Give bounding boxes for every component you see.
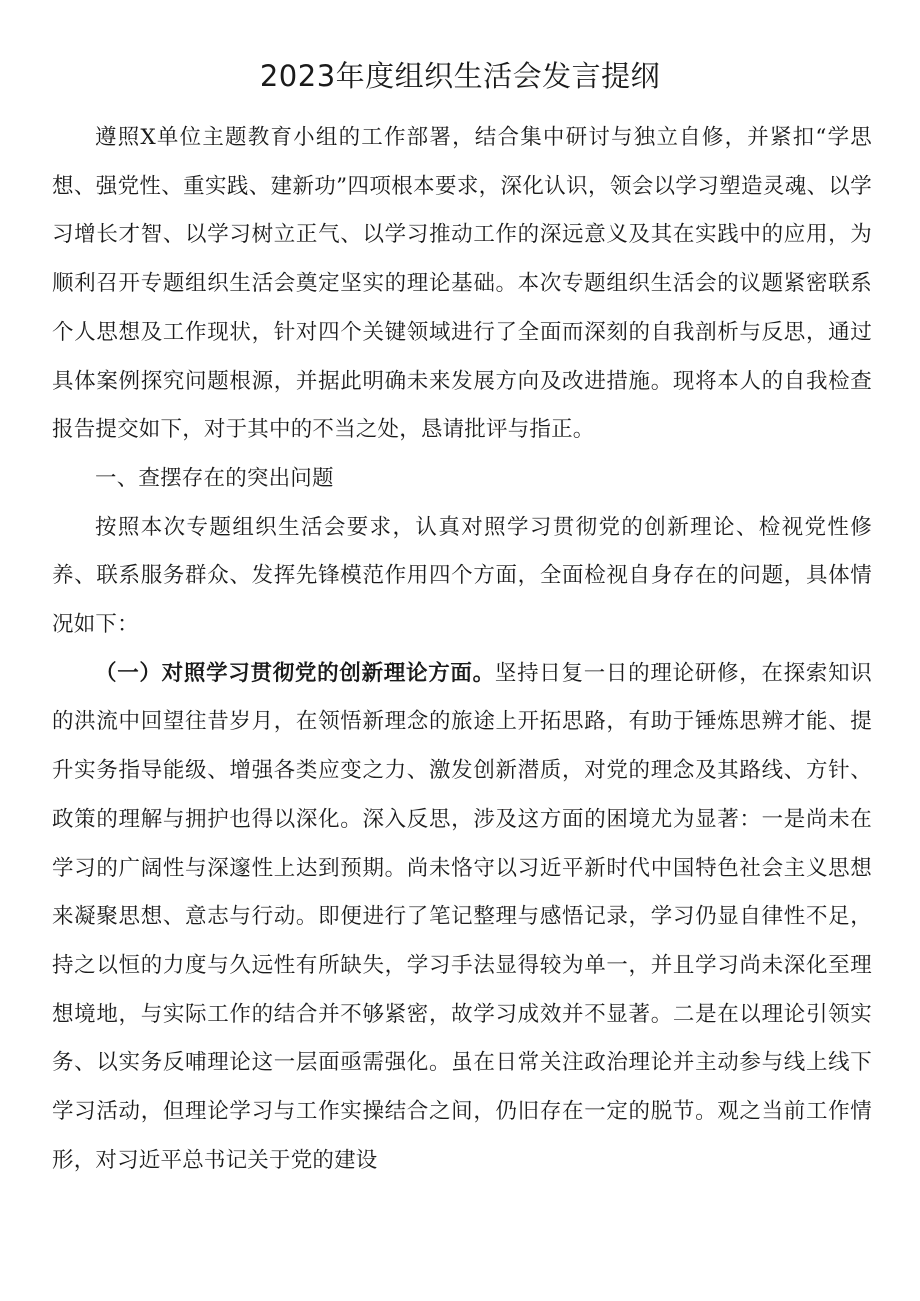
document-body [52, 114, 872, 1185]
section-heading: 一、查摆存在的突出问题 [95, 465, 334, 491]
intro-paragraph: 遵照X单位主题教育小组的工作部署，结合集中研讨与独立自修，并紧扣“学思想、强党性、重实践、建新功”四项根本要求，深化认识，领会以学习塑造灵魂、以学习增长才智、以学习树立正气、以学习推动工作的深远意义及其在实践中的应用，为顺利召开专题组织生活会奠定坚实的理论基础。本次专题组织生活会的议题紧密联系个人思想及工作现状，针对四个关键领域进行了全面而深刻的自我剖析与反思，通过具体案例探究问题根源，并据此明确未来发展方向及改进措施。现将本人的自我检查报告提交如下，对于其中的不当之处，恳请批评与指正。 [52, 125, 872, 443]
subsection-text: 坚持日复一日的理论研修，在探索知识的洪流中回望往昔岁月，在领悟新理念的旅途上开拓思路，有助于锤炼思辨才能、提升实务指导能级、增强各类应变之力、激发创新潜质，对党的理念及其路线、方针、政策的理解与拥护也得以深化。深入反思，涉及这方面的困境尤为显著：一是尚未在学习的广阔性与深邃性上达到预期。尚未恪守以习近平新时代中国特色社会主义思想来凝聚思想、意志与行动。即便进行了笔记整理与感悟记录，学习仍显自律性不足，持之以恒的力度与久远性有所缺失，学习手法显得较为单一，并且学习尚未深化至理想境地，与实际工作的结合并不够紧密，故学习成效并不显著。二是在以理论引领实务、以实务反哺理论这一层面亟需强化。虽在日常关注政治理论并主动参与线上线下学习活动，但理论学习与工作实操结合之间，仍旧存在一定的脱节。观之当前工作情形，对习近平总书记关于党的建设 [52, 660, 872, 1173]
subsection-heading: （一）对照学习贯彻党的创新理论方面。 [95, 660, 495, 686]
document-title: 2023年度组织生活会发言提纲 [259, 59, 661, 93]
subsection-paragraph [52, 650, 872, 1186]
section-intro-paragraph: 按照本次专题组织生活会要求，认真对照学习贯彻党的创新理论、检视党性修养、联系服务群众、发挥先锋模范作用四个方面，全面检视自身存在的问题，具体情况如下： [52, 514, 872, 638]
